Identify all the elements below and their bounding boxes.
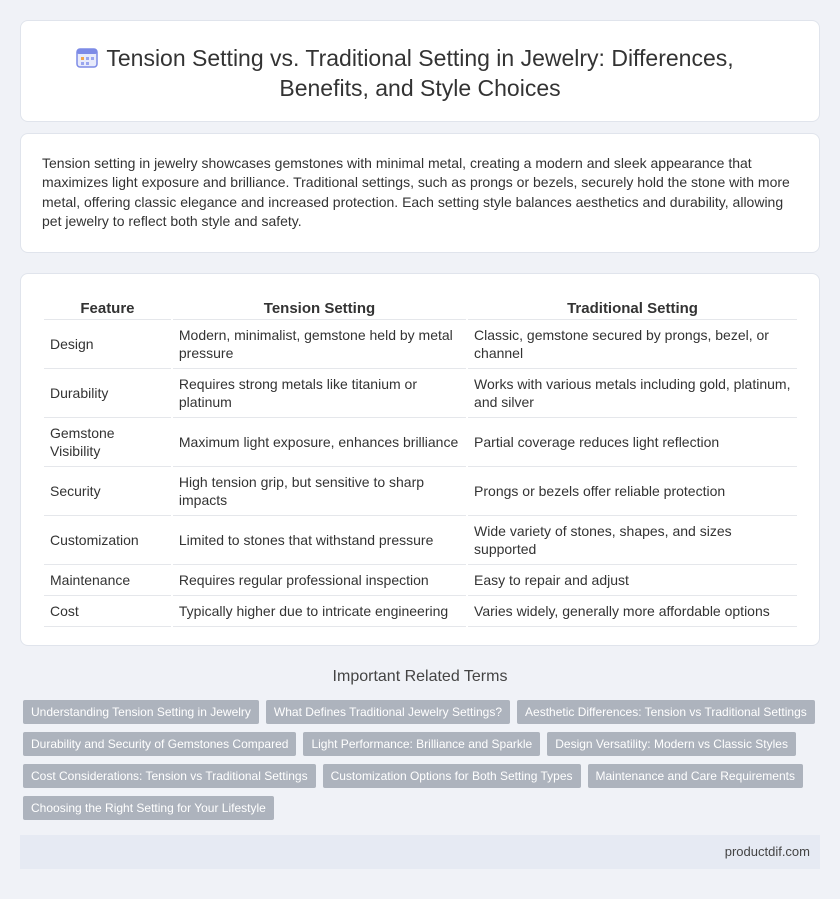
page-title	[21, 43, 819, 103]
header-feature: Feature	[44, 296, 171, 320]
related-term-chip[interactable]: Durability and Security of Gemstones Compared	[23, 732, 296, 756]
related-terms-list	[23, 700, 823, 828]
header-tension-setting: Tension Setting	[173, 296, 466, 320]
related-term-chip[interactable]: Choosing the Right Setting for Your Lifestyle	[23, 796, 274, 820]
row-traditional-cell: Works with various metals including gold, platinum, and silver	[468, 369, 797, 418]
intro-paragraph: Tension setting in jewelry showcases gemstones with minimal metal, creating a modern and sleek appearance that maximizes light exposure and brilliance. Traditional settings, such as prongs or bezels, securely hold the stone with more metal, offering classic elegance and increased protection. Each setting style balances aesthetics and durability, allowing pet jewelry to reflect both style and safety.	[42, 155, 790, 229]
table-row	[44, 418, 797, 467]
related-terms-heading: Important Related Terms	[332, 668, 508, 685]
row-tension-cell: Requires regular professional inspection	[173, 565, 466, 596]
row-tension-cell: Requires strong metals like titanium or platinum	[173, 369, 466, 418]
table-row	[44, 565, 797, 596]
row-feature-cell: Security	[44, 467, 171, 516]
row-traditional-cell: Prongs or bezels offer reliable protection	[468, 467, 797, 516]
row-tension-cell: High tension grip, but sensitive to sharp impacts	[173, 467, 466, 516]
related-term-chip[interactable]: Cost Considerations: Tension vs Traditional Settings	[23, 764, 316, 788]
row-tension-cell: Maximum light exposure, enhances brilliance	[173, 418, 466, 467]
row-feature-cell: Durability	[44, 369, 171, 418]
table-row	[44, 320, 797, 369]
row-feature-cell: Maintenance	[44, 565, 171, 596]
related-term-chip[interactable]: What Defines Traditional Jewelry Settings?	[266, 700, 510, 724]
related-term-chip[interactable]: Aesthetic Differences: Tension vs Traditional Settings	[517, 700, 815, 724]
footer	[20, 835, 820, 869]
related-term-chip[interactable]: Maintenance and Care Requirements	[588, 764, 803, 788]
page-title-line-2: Benefits, and Style Choices	[279, 75, 561, 101]
row-tension-cell: Limited to stones that withstand pressure	[173, 516, 466, 565]
table-header-row	[44, 296, 797, 320]
row-traditional-cell: Varies widely, generally more affordable options	[468, 596, 797, 627]
table-row	[44, 467, 797, 516]
row-feature-cell: Gemstone Visibility	[44, 418, 171, 467]
row-feature-cell: Cost	[44, 596, 171, 627]
table-row	[44, 369, 797, 418]
intro-card	[20, 133, 820, 253]
row-traditional-cell: Easy to repair and adjust	[468, 565, 797, 596]
table-row	[44, 596, 797, 627]
related-term-chip[interactable]: Design Versatility: Modern vs Classic Styles	[547, 732, 796, 756]
table-row	[44, 516, 797, 565]
row-traditional-cell: Wide variety of stones, shapes, and sizes supported	[468, 516, 797, 565]
header-traditional-setting: Traditional Setting	[468, 296, 797, 320]
comparison-table	[42, 296, 799, 627]
footer-site-link[interactable]: productdif.com	[724, 844, 810, 859]
header-card	[20, 20, 820, 122]
related-term-chip[interactable]: Understanding Tension Setting in Jewelry	[23, 700, 259, 724]
row-tension-cell: Modern, minimalist, gemstone held by metal pressure	[173, 320, 466, 369]
page-title-line-1: Tension Setting vs. Traditional Setting in Jewelry: Differences,	[106, 45, 734, 71]
row-tension-cell: Typically higher due to intricate engineering	[173, 596, 466, 627]
row-feature-cell: Customization	[44, 516, 171, 565]
related-term-chip[interactable]: Light Performance: Brilliance and Sparkle	[303, 732, 540, 756]
row-feature-cell: Design	[44, 320, 171, 369]
related-term-chip[interactable]: Customization Options for Both Setting Types	[323, 764, 581, 788]
row-traditional-cell: Classic, gemstone secured by prongs, bezel, or channel	[468, 320, 797, 369]
comparison-table-card	[20, 273, 820, 646]
row-traditional-cell: Partial coverage reduces light reflection	[468, 418, 797, 467]
